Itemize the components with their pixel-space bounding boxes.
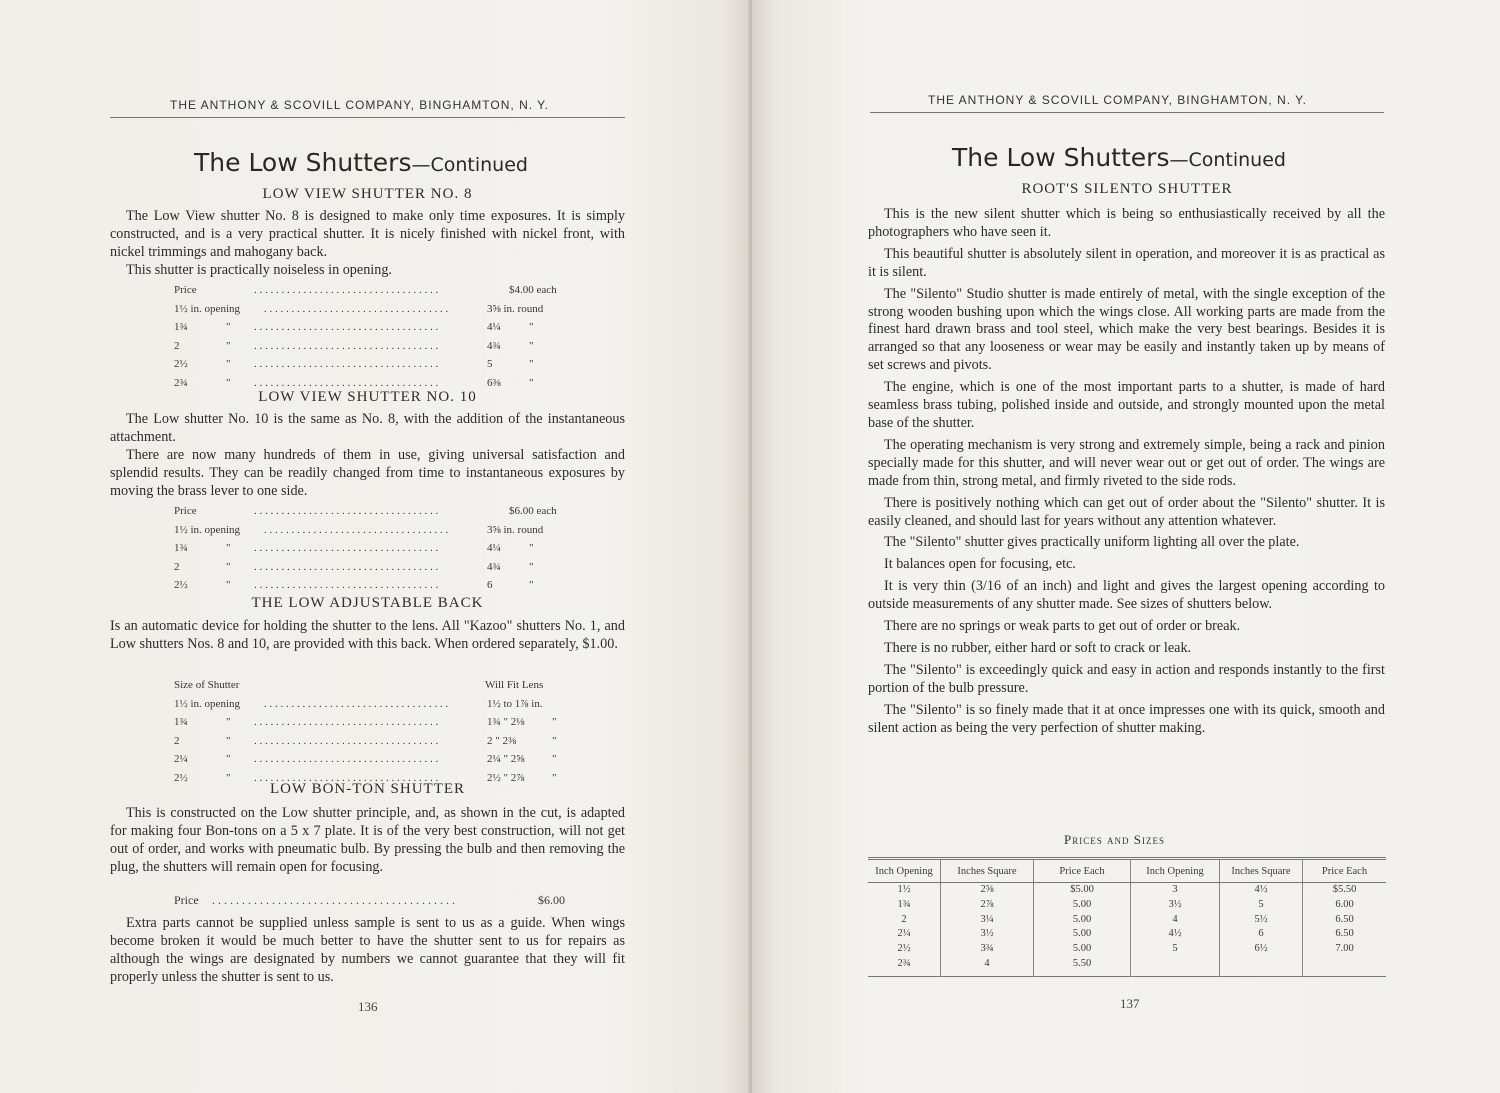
fit-row: 1¾ " . . . . . . . . . . . . . . . . . . . . . . . . . . . . . . . . . . 1¾ " 2⅛ " xyxy=(174,713,574,732)
fit-header-row xyxy=(174,676,574,695)
header-rule xyxy=(870,112,1384,113)
spec-row: 1½ in. opening . . . . . . . . . . . . . . . . . . . . . . . . . . . . . . . . . . 3⅝ in. round xyxy=(174,521,574,540)
spec-row: 2½ " . . . . . . . . . . . . . . . . . . . . . . . . . . . . . . . . . . 6 " xyxy=(174,576,574,595)
paragraph: It balances open for focusing, etc. xyxy=(884,556,1076,573)
table-header-row xyxy=(868,859,1386,883)
section-body-no10 xyxy=(110,410,625,500)
paragraph: It is very thin (3/16 of an inch) and light and gives the largest opening according to outside measurements of any shutter made. See sizes of shutters below. xyxy=(868,578,1385,613)
column-header: Inches Square xyxy=(941,859,1034,883)
spec-row: 1½ in. opening . . . . . . . . . . . . . . . . . . . . . . . . . . . . . . . . . . 3⅝ in. round xyxy=(174,300,574,319)
paragraph: The engine, which is one of the most important parts to a shutter, is made of hard seamless brass tubing, polished inside and outside, and strongly mounted upon the metal base of the shutter. xyxy=(868,379,1385,431)
column-header: Inch Opening xyxy=(868,859,941,883)
column-header: Will Fit Lens xyxy=(485,679,544,691)
section-body-bon-ton xyxy=(110,804,625,876)
title-continued: —Continued xyxy=(1169,149,1286,171)
paragraph: There are no springs or weak parts to get out of order or break. xyxy=(884,618,1241,635)
table-row: 2¾ 4 5.50 xyxy=(868,957,1386,976)
paragraph: The operating mechanism is very strong and extremely simple, being a rack and pinion specially made for this shutter, and will never wear out or get out of order. The wings are made from thin, strong metal, and firmly riveted to the side rods. xyxy=(868,436,1385,489)
section-heading-no8: LOW VIEW SHUTTER NO. 8 xyxy=(262,186,473,202)
spec-table-no8 xyxy=(174,281,574,392)
spec-row: 2¾ " . . . . . . . . . . . . . . . . . . . . . . . . . . . . . . . . . . 6⅜ " xyxy=(174,374,574,393)
paragraph: The "Silento" shutter gives practically uniform lighting all over the plate. xyxy=(884,534,1300,551)
column-header: Size of Shutter xyxy=(174,679,240,691)
paragraph: This is the new silent shutter which is being so enthusiastically received by all the photographers who have seen it. xyxy=(868,206,1385,240)
section-heading-adjustable-back: THE LOW ADJUSTABLE BACK xyxy=(251,595,484,611)
running-head: THE ANTHONY & SCOVILL COMPANY, BINGHAMTON, N. Y. xyxy=(170,98,549,112)
column-header: Price Each xyxy=(1034,859,1131,883)
silento-body xyxy=(868,206,1385,737)
page-title xyxy=(194,148,528,177)
paragraph: This shutter is practically noiseless in opening. xyxy=(126,262,392,278)
table-row: 2¼ 3½ 5.00 4½ 6 6.50 xyxy=(868,927,1386,942)
price-label: Price xyxy=(174,893,199,907)
section-body-no8 xyxy=(110,207,625,279)
running-head: THE ANTHONY & SCOVILL COMPANY, BINGHAMTON, N. Y. xyxy=(928,93,1307,107)
column-header: Price Each xyxy=(1303,859,1387,883)
prices-sizes-table xyxy=(868,857,1386,977)
page-number: 136 xyxy=(358,999,378,1014)
fit-row: 2 " . . . . . . . . . . . . . . . . . . . . . . . . . . . . . . . . . . 2 " 2⅜ " xyxy=(174,732,574,751)
table-caption: Prices and Sizes xyxy=(1064,832,1165,847)
title-continued: —Continued xyxy=(411,154,528,176)
table-row: 2 3¼ 5.00 4 5½ 6.50 xyxy=(868,913,1386,928)
fit-row: 2½ " . . . . . . . . . . . . . . . . . . . . . . . . . . . . . . . . . . 2½ " 2⅞ " xyxy=(174,769,574,788)
fit-table xyxy=(174,676,574,787)
fit-row: 1½ in. opening . . . . . . . . . . . . . . . . . . . . . . . . . . . . . . . . . . 1½ to 1⅞ in. xyxy=(174,695,574,714)
paragraph: There are now many hundreds of them in use, giving universal satisfaction and splendid results. They can be readily changed from time to instantaneous exposures by moving the brass lever to one side. xyxy=(110,447,625,499)
spec-row: 1¾ " . . . . . . . . . . . . . . . . . . . . . . . . . . . . . . . . . . 4¼ " xyxy=(174,539,574,558)
spec-row: Price . . . . . . . . . . . . . . . . . . . . . . . . . . . . . . . . . . $6.00 each xyxy=(174,502,574,521)
bon-ton-price xyxy=(174,891,574,910)
section-heading-silento: ROOT'S SILENTO SHUTTER xyxy=(1021,181,1233,197)
paragraph: The "Silento" Studio shutter is made entirely of metal, with the single exception of the strong wooden bushing upon which the wings close. All working parts are made from the finest hard drawn brass and tool steel, which make the very best bearings. Besides it is arranged so that any looseness or wear may be easily and instantly taken up by means of set screws and pivots. xyxy=(868,285,1385,374)
fit-row: 2¼ " . . . . . . . . . . . . . . . . . . . . . . . . . . . . . . . . . . 2¼ " 2⅝ " xyxy=(174,750,574,769)
price-value: $6.00 xyxy=(536,891,565,910)
table-row: 1½ 2⅝ $5.00 3 4½ $5.50 xyxy=(868,883,1386,898)
paragraph: There is positively nothing which can get out of order about the "Silento" shutter. It is easily cleaned, and should last for years without any attention whatever. xyxy=(868,494,1385,529)
spec-table-no10 xyxy=(174,502,574,595)
spec-row: 1¾ " . . . . . . . . . . . . . . . . . . . . . . . . . . . . . . . . . . 4¼ " xyxy=(174,318,574,337)
spec-row: 2 " . . . . . . . . . . . . . . . . . . . . . . . . . . . . . . . . . . 4¾ " xyxy=(174,558,574,577)
paragraph: The "Silento" is exceedingly quick and easy in action and responds instantly to the first portion of the bulb pressure. xyxy=(868,661,1385,696)
section-heading-bon-ton: LOW BON-TON SHUTTER xyxy=(269,781,466,797)
price-row: Price . . . . . . . . . . . . . . . . . . . . . . . . . . . . . . . . . . . . . . . . . $6.00 xyxy=(174,891,574,910)
paragraph: Extra parts cannot be supplied unless sample is sent to us as a guide. When wings become broken it would be much better to have the shutter sent to us for repairs as although the wings are designated by numbers we cannot guarantee that they will fit properly unless the shutter is sent to us. xyxy=(110,915,625,985)
paragraph: The "Silento" is so finely made that it at once impresses one with its quick, smooth and silent action as being the very perfection of shutter making. xyxy=(868,701,1385,736)
column-header: Inch Opening xyxy=(1131,859,1220,883)
column-header: Inches Square xyxy=(1220,859,1303,883)
spec-row: Price . . . . . . . . . . . . . . . . . . . . . . . . . . . . . . . . . . $4.00 each xyxy=(174,281,574,300)
table-row: 1¾ 2⅞ 5.00 3½ 5 6.00 xyxy=(868,898,1386,913)
section-body-adjustable-back xyxy=(110,617,625,653)
title-main: The Low Shutters xyxy=(952,143,1170,172)
paragraph: There is no rubber, either hard or soft to crack or leak. xyxy=(884,639,1192,656)
header-rule xyxy=(110,117,625,118)
paragraph: The Low shutter No. 10 is the same as No. 8, with the addition of the instantaneous attachment. xyxy=(110,411,625,445)
table-row: 2½ 3¾ 5.00 5 6½ 7.00 xyxy=(868,942,1386,957)
section-note xyxy=(110,914,625,986)
paragraph: Is an automatic device for holding the shutter to the lens. All "Kazoo" shutters No. 1, and Low shutters Nos. 8 and 10, are provided with this back. When ordered separately, $1.00. xyxy=(110,618,625,652)
paragraph: This is constructed on the Low shutter principle, and, as shown in the cut, is adapted for making four Bon-tons on a 5 x 7 plate. It is of the very best construction, will not get out of order, and works with pneumatic bulb. By pressing the bulb and then removing the plug, the shutters will remain open for focusing. xyxy=(110,805,625,875)
title-main: The Low Shutters xyxy=(194,148,412,177)
spec-row: 2½ " . . . . . . . . . . . . . . . . . . . . . . . . . . . . . . . . . . 5 " xyxy=(174,355,574,374)
spec-row: 2 " . . . . . . . . . . . . . . . . . . . . . . . . . . . . . . . . . . 4¾ " xyxy=(174,337,574,356)
page-title xyxy=(952,143,1286,172)
paragraph: The Low View shutter No. 8 is designed to make only time exposures. It is simply constructed, and is a very practical shutter. It is nicely finished with nickel front, with nickel trimmings and mahogany back. xyxy=(110,208,625,260)
section-heading-no10: LOW VIEW SHUTTER NO. 10 xyxy=(258,389,477,405)
paragraph: This beautiful shutter is absolutely silent in operation, and moreover it is as practical as it is silent. xyxy=(868,245,1385,280)
page-number: 137 xyxy=(1120,996,1140,1011)
